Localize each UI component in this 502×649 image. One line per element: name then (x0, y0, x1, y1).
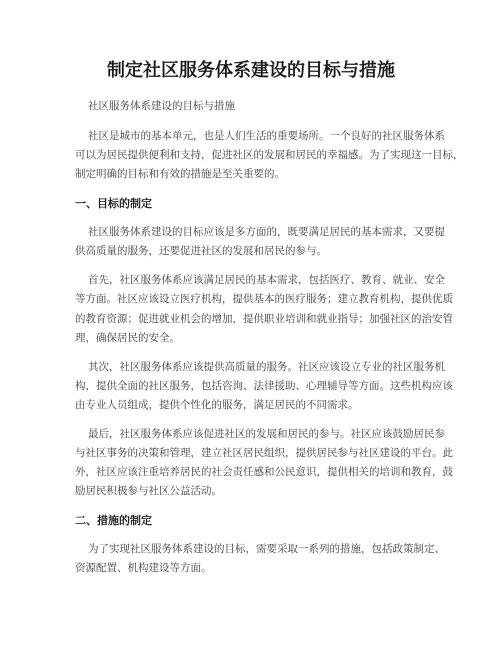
paragraph-line: 励居民积极参与社区公益活动。 (75, 485, 222, 497)
paragraph-line: 外，社区应该注重培养居民的社会责任感和公民意识，提供相关的培训和教育，鼓 (75, 466, 453, 478)
document-subtitle: 社区服务体系建设的目标与措施 (88, 100, 235, 112)
paragraph-line: 供高质量的服务，还要促进社区的发展和居民的参与。 (75, 245, 327, 257)
paragraph-line: 为了实现社区服务体系建设的目标，需要采取一系列的措施，包括政策制定、 (88, 543, 445, 555)
section-heading: 二、措施的制定 (75, 514, 152, 527)
paragraph-line: 资源配置、机构建设等方面。 (75, 562, 212, 574)
paragraph-line: 由专业人员组成，提供个性化的服务，满足居民的不同需求。 (75, 399, 359, 411)
paragraph-line: 构，提供全面的社区服务，包括咨询、法律援助、心理辅导等方面。这些机构应该 (75, 380, 453, 392)
paragraph-line: 社区服务体系建设的目标应该是多方面的，既要满足居民的基本需求，又要提 (88, 226, 445, 238)
paragraph-line: 最后，社区服务体系应该促进社区的发展和居民的参与。社区应该鼓励居民参 (88, 428, 445, 440)
intro-line: 社区是城市的基本单元，也是人们生活的重要场所。一个良好的社区服务体系 (88, 130, 445, 142)
intro-line: 可以为居民提供便利和支持，促进社区的发展和居民的幸福感。为了实现这一目标， (75, 149, 464, 161)
paragraph-line: 首先，社区服务体系应该满足居民的基本需求，包括医疗、教育、就业、安全 (88, 274, 445, 286)
paragraph-line: 其次，社区服务体系应该提供高质量的服务。社区应该设立专业的社区服务机 (88, 361, 445, 373)
paragraph-line: 与社区事务的决策和管理，建立社区居民组织，提供居民参与社区建设的平台。此 (75, 447, 453, 459)
paragraph-line: 等方面。社区应该设立医疗机构，提供基本的医疗服务；建立教育机构，提供优质 (75, 293, 453, 305)
section-heading: 一、目标的制定 (75, 197, 152, 210)
intro-line: 制定明确的目标和有效的措施是至关重要的。 (75, 168, 285, 180)
paragraph-line: 的教育资源；促进就业机会的增加，提供职业培训和就业指导；加强社区的治安管 (75, 313, 453, 325)
document-title: 制定社区服务体系建设的目标与措施 (107, 60, 395, 81)
paragraph-line: 理，确保居民的安全。 (75, 332, 180, 344)
